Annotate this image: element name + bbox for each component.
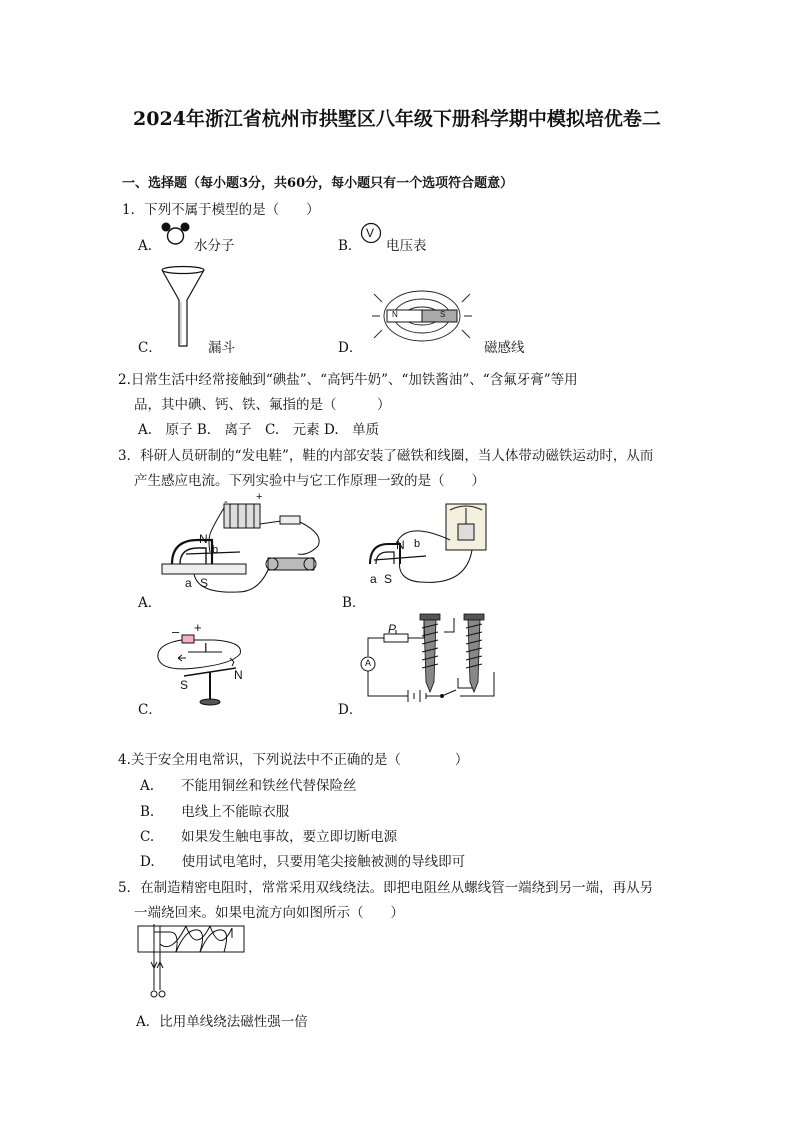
q5-stem-line2: 一端绕回来。如果电流方向如图所示（ ） bbox=[134, 905, 404, 921]
q5-stem-line1: 5．在制造精密电阻时，常常采用双线绕法。即把电阻丝从螺线管一端绕到另一端，再从另 bbox=[118, 880, 654, 896]
q1-option-c-letter: C． bbox=[138, 340, 162, 356]
q3-option-c-letter: C． bbox=[138, 702, 162, 718]
q1-stem: 1．下列不属于模型的是（ ） bbox=[122, 202, 320, 218]
fig-b-n: N bbox=[396, 538, 405, 552]
q4-option-b: B. 电线上不能晾衣服 bbox=[140, 804, 290, 820]
q1-option-d-text: 磁感线 bbox=[484, 340, 525, 356]
q1-option-a-text: 水分子 bbox=[194, 238, 235, 254]
q3-option-b-letter: B． bbox=[342, 595, 366, 611]
fig-c-current: I bbox=[204, 640, 208, 655]
section-heading: 一、选择题（每小题3分，共60分，每小题只有一个选项符合题意） bbox=[122, 176, 514, 191]
q1-option-d-letter: D． bbox=[338, 340, 363, 356]
water-molecule-figure bbox=[160, 220, 190, 246]
fig-a-s: S bbox=[200, 576, 209, 590]
fig-c-s: S bbox=[180, 678, 189, 692]
q2-options: A. 原子 B. 离子 C. 元素 D. 单质 bbox=[138, 422, 380, 438]
q3-stem-line2: 产生感应电流。下列实验中与它工作原理一致的是（ ） bbox=[134, 473, 485, 489]
fig-b-s: S bbox=[384, 572, 393, 586]
q5-option-a: A．比用单线绕法磁性强一倍 bbox=[136, 1014, 308, 1030]
fig-a-b: b bbox=[212, 544, 219, 556]
q4-option-a: A. 不能用铜丝和铁丝代替保险丝 bbox=[140, 778, 357, 794]
q3-figure-d bbox=[358, 612, 502, 708]
q1-option-b-letter: B． bbox=[338, 238, 362, 254]
voltmeter-symbol: V bbox=[366, 226, 375, 240]
fig-d-ammeter: A bbox=[365, 658, 372, 668]
fig-a-minus: - bbox=[224, 496, 228, 508]
magnet-s-label: S bbox=[440, 310, 446, 319]
fig-b-b: b bbox=[414, 538, 421, 550]
q2-stem-line2: 品，其中碘、钙、铁、氟指的是（ ） bbox=[134, 397, 391, 413]
fig-a-a: a bbox=[185, 576, 192, 590]
q2-stem-line1: 2.日常生活中经常接触到“碘盐”、“高钙牛奶”、“加铁酱油”、“含氟牙膏”等用 bbox=[118, 372, 578, 388]
q4-option-d: D. 使用试电笔时，只要用笔尖接触被测的导线即可 bbox=[140, 854, 466, 870]
q4-option-c: C. 如果发生触电事故，要立即切断电源 bbox=[140, 829, 398, 845]
fig-c-n: N bbox=[234, 668, 243, 682]
q3-option-d-letter: D． bbox=[338, 702, 363, 718]
magnetic-field-lines-figure bbox=[372, 282, 472, 350]
fig-a-plus: + bbox=[256, 491, 263, 503]
funnel-figure bbox=[160, 266, 206, 348]
fig-c-minus: – bbox=[172, 624, 180, 639]
q1-option-a-letter: A． bbox=[138, 238, 162, 254]
fig-b-a: a bbox=[370, 572, 377, 586]
double-wound-coil-figure bbox=[136, 924, 248, 1000]
q3-figure-c bbox=[152, 622, 252, 708]
fig-a-n: N bbox=[199, 532, 208, 546]
q4-stem: 4.关于安全用电常识，下列说法中不正确的是（ ） bbox=[118, 752, 469, 768]
q1-option-b-text: 电压表 bbox=[386, 238, 427, 254]
magnet-n-label: N bbox=[392, 310, 398, 319]
q3-stem-line1: 3．科研人员研制的“发电鞋”，鞋的内部安装了磁铁和线圈，当人体带动磁铁运动时，从而 bbox=[118, 448, 654, 464]
q3-option-a-letter: A． bbox=[138, 595, 162, 611]
page-title: 2024年浙江省杭州市拱墅区八年级下册科学期中模拟培优卷二 bbox=[133, 108, 661, 130]
q3-figure-a bbox=[158, 494, 326, 600]
q1-option-c-text: 漏斗 bbox=[208, 340, 235, 356]
fig-d-p: P bbox=[388, 622, 397, 636]
fig-c-plus: + bbox=[194, 620, 202, 635]
